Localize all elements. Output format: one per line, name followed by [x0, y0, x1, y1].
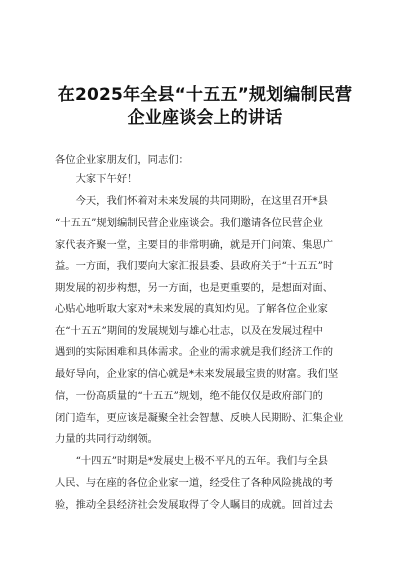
document-title-line-1: 在2025年全县“十五五”规划编制民营 — [57, 85, 353, 105]
body-line: 最好导向，企业家的信心就是*未来发展最宝贵的财富。我们坚 — [55, 368, 339, 380]
document-title-line-2: 企业座谈会上的讲话 — [127, 108, 283, 128]
body-line: 心贴心地听取大家对*未来发展的真知灼见。了解各位企业家 — [55, 303, 328, 315]
body-line: 今天，我们怀着对未来发展的共同期盼，在这里召开*县 — [55, 195, 328, 207]
body-line: 益。一方面，我们要向大家汇报县委、县政府关于“十五五”时 — [55, 260, 334, 272]
body-line: 人民、与在座的各位企业家一道，经受住了各种风险挑战的考 — [55, 477, 334, 489]
body-line: “十五五”规划编制民营企业座谈会。我们邀请各位民营企业 — [55, 217, 323, 229]
body-line: 家代表齐聚一堂，主要目的非常明确，就是开门问策、集思广 — [55, 239, 334, 251]
body-line: “十四五”时期是*发展史上极不平凡的五年。我们与全县 — [55, 455, 329, 467]
body-line: 闭门造车，更应该是凝聚全社会智慧、反映人民期盼、汇集企业 — [55, 412, 344, 424]
body-line: 信，一份高质量的“十五五”规划，绝不能仅仅是政府部门的 — [55, 390, 323, 402]
body-line: 力量的共同行动纲领。 — [55, 433, 158, 445]
body-line: 遇到的实际困难和具体需求。企业的需求就是我们经济工作的 — [55, 346, 334, 358]
body-line: 期发展的初步构想，另一方面，也是更重要的，是想面对面、 — [55, 282, 334, 294]
greeting-line: 大家下午好！ — [55, 173, 138, 185]
salutation-line: 各位企业家朋友们，同志们： — [55, 154, 189, 166]
body-line: 验，推动全县经济社会发展取得了令人瞩目的成就。回首过去 — [55, 499, 334, 511]
body-line: 在“十五五”期间的发展规划与雄心壮志，以及在发展过程中 — [55, 325, 323, 337]
